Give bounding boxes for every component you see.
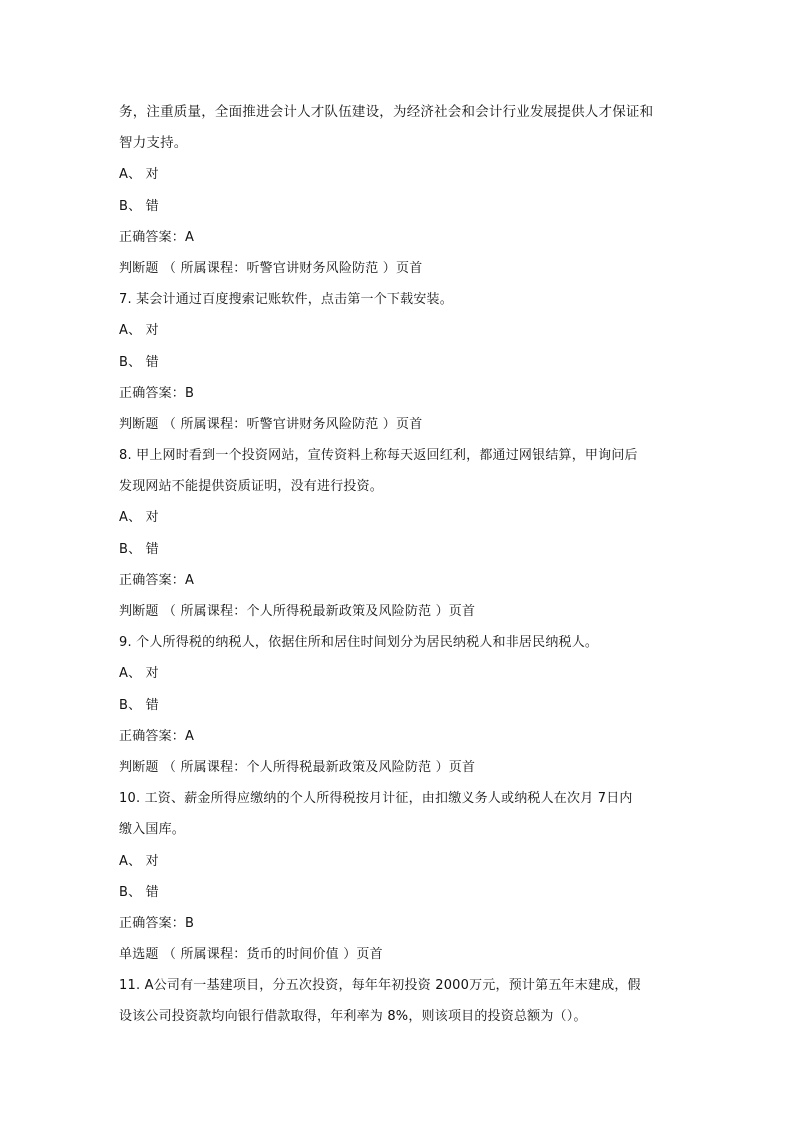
- option-a: A、 对: [119, 510, 159, 526]
- option-a: A、 对: [119, 666, 159, 682]
- option-b: B、 错: [119, 541, 159, 557]
- paragraph-continuation: 务，注重质量，全面推进会计人才队伍建设，为经济社会和会计行业发展提供人才保证和: [119, 104, 654, 120]
- correct-answer: 正确答案：A: [119, 728, 195, 744]
- correct-answer: 正确答案：B: [119, 385, 195, 401]
- option-b: B、 错: [119, 198, 159, 214]
- correct-answer: 正确答案：B: [119, 915, 195, 931]
- option-a: A、 对: [119, 323, 159, 339]
- question-text: 9. 个人所得税的纳税人，依据住所和居住时间划分为居民纳税人和非居民纳税人。: [119, 635, 599, 651]
- question-text: 发现网站不能提供资质证明，没有进行投资。: [119, 479, 384, 495]
- paragraph-continuation: 智力支持。: [119, 135, 188, 152]
- document-body: [119, 97, 679, 1033]
- option-b: B、 错: [119, 697, 159, 713]
- question-text: 8. 甲上网时看到一个投资网站，宣传资料上称每天返回红利，都通过网银结算，甲询问后: [119, 448, 638, 464]
- question-text: 7. 某会计通过百度搜索记账软件，点击第一个下载安装。: [119, 292, 453, 308]
- question-text: 设该公司投资款均向银行借款取得，年利率为 8%，则该项目的投资总额为（）。: [119, 1009, 587, 1025]
- question-text: 11. A公司有一基建项目，分五次投资，每年年初投资 2000万元，预计第五年末建成，假: [119, 978, 641, 994]
- question-text: 缴入国库。: [119, 822, 186, 838]
- option-a: A、 对: [119, 167, 159, 183]
- option-a: A、 对: [119, 853, 159, 869]
- question-type-header: 判断题 （ 所属课程：个人所得税最新政策及风险防范 ）页首: [119, 759, 476, 775]
- question-type-header: 判断题 （ 所属课程：个人所得税最新政策及风险防范 ）页首: [119, 604, 476, 619]
- option-b: B、 错: [119, 884, 159, 900]
- option-b: B、 错: [119, 354, 159, 370]
- question-type-header: 判断题 （ 所属课程：听警官讲财务风险防范 ）页首: [119, 260, 423, 276]
- question-type-header: 判断题 （ 所属课程：听警官讲财务风险防范 ）页首: [119, 416, 423, 432]
- correct-answer: 正确答案：A: [119, 229, 195, 245]
- question-text: 10. 工资、薪金所得应缴纳的个人所得税按月计征，由扣缴义务人或纳税人在次月 7日内: [119, 791, 633, 807]
- correct-answer: 正确答案：A: [119, 572, 195, 588]
- question-type-header: 单选题 （ 所属课程：货币的时间价值 ）页首: [119, 947, 383, 963]
